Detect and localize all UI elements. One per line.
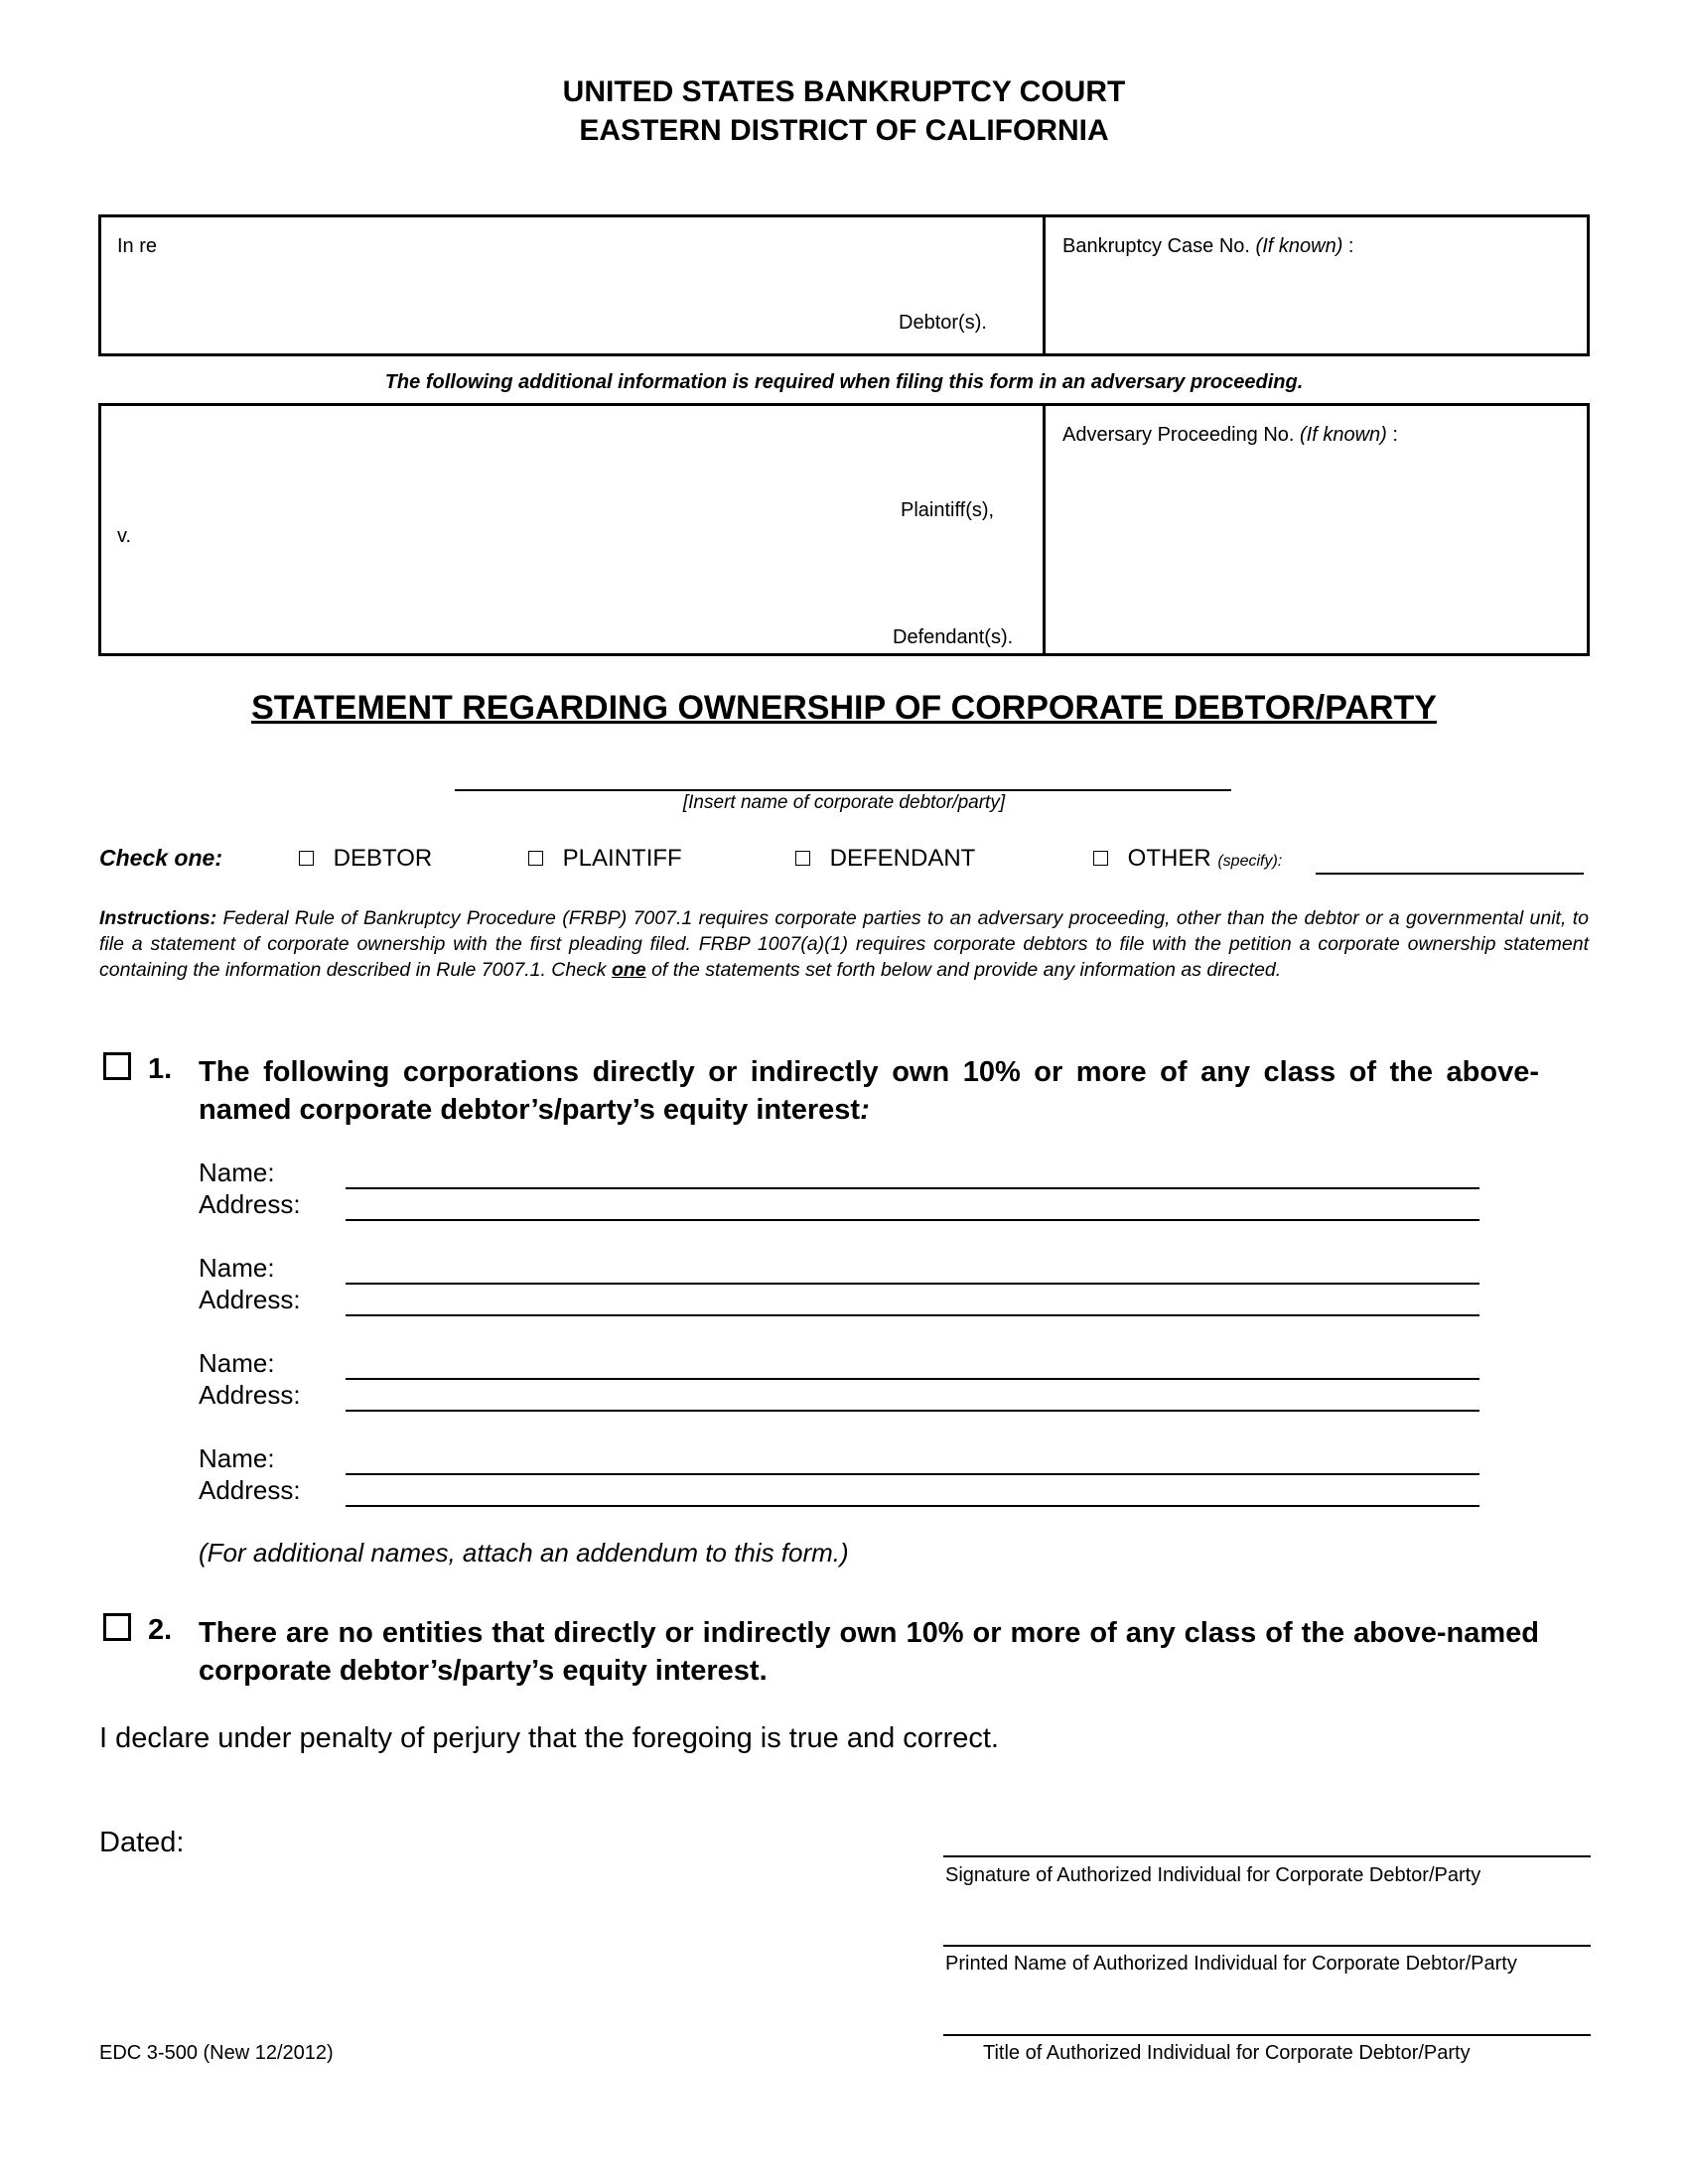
printed-name-caption: Printed Name of Authorized Individual for Corporate Debtor/Party bbox=[945, 1953, 1517, 1975]
other-checkbox[interactable] bbox=[1093, 851, 1108, 866]
title-field[interactable] bbox=[943, 2034, 1591, 2036]
option-debtor-label: DEBTOR bbox=[333, 845, 433, 872]
address-label-1: Address: bbox=[199, 1189, 301, 1219]
declaration: I declare under penalty of perjury that the foregoing is true and correct. bbox=[99, 1722, 999, 1754]
address-label-4: Address: bbox=[199, 1475, 301, 1505]
name-field-1[interactable] bbox=[346, 1187, 1479, 1189]
in-re-label: In re bbox=[117, 235, 158, 257]
address-field-2[interactable] bbox=[346, 1314, 1479, 1316]
court-district: EASTERN DISTRICT OF CALIFORNIA bbox=[579, 114, 1109, 147]
name-field-4[interactable] bbox=[346, 1473, 1479, 1475]
printed-name-field[interactable] bbox=[943, 1945, 1591, 1947]
option-plaintiff-label: PLAINTIFF bbox=[562, 845, 682, 872]
adversary-number-colon: : bbox=[1386, 424, 1398, 446]
instructions-label: Instructions: bbox=[99, 907, 217, 929]
option-defendant-label: DEFENDANT bbox=[829, 845, 976, 872]
adversary-number-qualifier: (If known) bbox=[1300, 424, 1387, 446]
name-label-2: Name: bbox=[199, 1253, 275, 1283]
name-label-4: Name: bbox=[199, 1443, 275, 1473]
debtor-checkbox[interactable] bbox=[299, 851, 314, 866]
plaintiffs-label: Plaintiff(s), bbox=[901, 499, 995, 521]
caption-divider bbox=[1043, 217, 1046, 353]
instructions-text-end: of the statements set forth below and provide any information as directed. bbox=[645, 959, 1282, 981]
dated-label: Dated: bbox=[99, 1827, 185, 1858]
item2-checkbox[interactable] bbox=[103, 1613, 131, 1641]
address-field-3[interactable] bbox=[346, 1410, 1479, 1412]
debtors-label: Debtor(s). bbox=[899, 312, 987, 334]
case-number-colon: : bbox=[1342, 235, 1354, 257]
adversary-divider bbox=[1043, 406, 1046, 653]
name-label-3: Name: bbox=[199, 1348, 275, 1378]
plaintiff-checkbox[interactable] bbox=[528, 851, 543, 866]
corporate-name-caption: [Insert name of corporate debtor/party] bbox=[682, 792, 1006, 813]
item2-text: There are no entities that directly or indirectly own 10% or more of any class of the above-named corporate debtor’s/party’s equity interest. bbox=[199, 1617, 1539, 1687]
instructions-text: Federal Rule of Bankruptcy Procedure (FRBP) 7007.1 requires corporate parties to an adversary proceeding, other than the debtor or a governmental unit, to file a statement of corporate ownership with the first pleading filed. FRBP 1007(a)(1) requires corporate debtors to file with the petition a corporate ownership statement containing the information described in Rule 7007.1. Check bbox=[99, 907, 1589, 981]
case-number-qualifier: (If known) bbox=[1255, 235, 1343, 257]
item1-text-main: The following corporations directly or indirectly own 10% or more of any class of the above-named corporate debtor’s/party’s equity interest bbox=[199, 1056, 1539, 1126]
debtor-name-field[interactable] bbox=[111, 262, 1025, 307]
corporate-name-field[interactable] bbox=[455, 789, 1231, 791]
item2-number: 2. bbox=[148, 1614, 173, 1646]
adversary-number-label bbox=[1062, 424, 1398, 447]
adversary-number-label-text: Adversary Proceeding No. bbox=[1062, 424, 1295, 446]
other-specify-label: (specify): bbox=[1217, 853, 1283, 870]
court-name: UNITED STATES BANKRUPTCY COURT bbox=[562, 75, 1126, 108]
address-field-1[interactable] bbox=[346, 1219, 1479, 1221]
adversary-box bbox=[98, 403, 1590, 656]
item1-checkbox[interactable] bbox=[103, 1052, 131, 1080]
address-label-3: Address: bbox=[199, 1380, 301, 1410]
name-label-1: Name: bbox=[199, 1158, 275, 1187]
item1-text bbox=[199, 1053, 1539, 1129]
check-one-label: Check one: bbox=[99, 845, 222, 871]
name-field-2[interactable] bbox=[346, 1283, 1479, 1285]
form-id: EDC 3-500 (New 12/2012) bbox=[99, 2042, 334, 2064]
signature-caption: Signature of Authorized Individual for Corporate Debtor/Party bbox=[945, 1864, 1481, 1886]
form-title: STATEMENT REGARDING OWNERSHIP OF CORPORATE DEBTOR/PARTY bbox=[251, 689, 1437, 727]
other-specify-field[interactable] bbox=[1316, 873, 1584, 875]
instructions-emphasis: one bbox=[611, 959, 646, 981]
option-plaintiff[interactable] bbox=[528, 845, 682, 873]
option-other[interactable] bbox=[1093, 845, 1282, 873]
address-label-2: Address: bbox=[199, 1285, 301, 1314]
title-caption: Title of Authorized Individual for Corporate Debtor/Party bbox=[983, 2042, 1471, 2064]
option-defendant[interactable] bbox=[795, 845, 975, 873]
signature-field[interactable] bbox=[943, 1855, 1591, 1857]
instructions bbox=[99, 905, 1589, 983]
option-debtor[interactable] bbox=[299, 845, 432, 873]
case-number-label bbox=[1062, 235, 1353, 258]
date-field[interactable] bbox=[199, 1827, 794, 1862]
additional-names-note: (For additional names, attach an addendum to this form.) bbox=[199, 1538, 849, 1568]
address-field-4[interactable] bbox=[346, 1505, 1479, 1507]
plaintiff-name-field[interactable] bbox=[111, 421, 1025, 500]
option-other-label: OTHER bbox=[1127, 845, 1211, 872]
case-number-field[interactable] bbox=[1055, 267, 1581, 346]
name-field-3[interactable] bbox=[346, 1378, 1479, 1380]
case-number-label-text: Bankruptcy Case No. bbox=[1062, 235, 1250, 257]
adversary-number-field[interactable] bbox=[1055, 456, 1581, 644]
item1-text-colon: : bbox=[860, 1094, 870, 1126]
versus-label: v. bbox=[117, 525, 132, 547]
caption-box bbox=[98, 214, 1590, 356]
defendant-name-field[interactable] bbox=[111, 555, 1025, 624]
item1-number: 1. bbox=[148, 1053, 173, 1085]
defendants-label: Defendant(s). bbox=[893, 626, 1014, 648]
defendant-checkbox[interactable] bbox=[795, 851, 810, 866]
adversary-note: The following additional information is required when filing this form in an adversary proceeding. bbox=[384, 371, 1304, 393]
